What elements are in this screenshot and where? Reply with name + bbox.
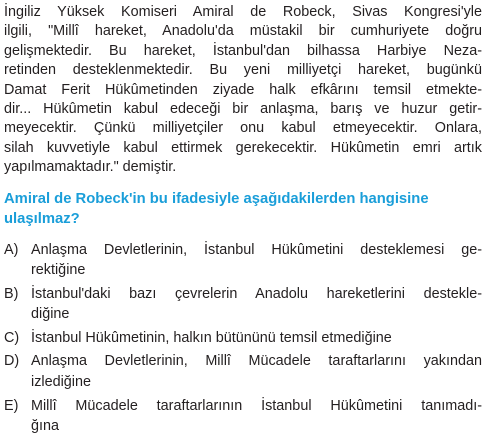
- question-page: [4, 0, 482, 440]
- passage-line: ilgili, "Millî hareket, Anadolu'da müstakil bir cumhuriyete doğru: [4, 23, 482, 40]
- option-text-line: İstanbul Hükûmetinin, halkın bütününü temsil etmediğine: [31, 329, 392, 346]
- passage-line: meyecektir. Çünkü milliyetçiler onu kabul etmeyecektir. Onlara,: [4, 120, 482, 137]
- option-text-line: Anlaşma Devletlerinin, İstanbul Hükûmetini desteklemesi ge-: [31, 241, 482, 258]
- passage-line: dir... Hükûmetin kabul edeceği bir anlaşma, barış ve huzur getir-: [4, 100, 482, 117]
- option-letter: C): [4, 329, 20, 346]
- question-line: ulaşılmaz?: [4, 210, 80, 227]
- option-text-line: İstanbul'daki bazı çevrelerin Anadolu hareketlerini destekle-: [31, 285, 482, 302]
- option-letter: E): [4, 397, 19, 414]
- passage-line: retinden desteklenmektedir. Bu yeni milliyetçi hareket, bugünkü: [4, 62, 482, 79]
- question-stem: [4, 189, 482, 229]
- option-letter: A): [4, 241, 19, 258]
- option-c[interactable]: [4, 328, 482, 349]
- option-text-line: Millî Mücadele taraftarlarının İstanbul Hükûmetini tanımadı-: [31, 397, 482, 414]
- passage-line: Damat Ferit Hükûmetinden ziyade halk efkârını temsil etmekte-: [4, 81, 482, 98]
- question-line: Amiral de Robeck'in bu ifadesiyle aşağıdakilerden hangisine: [4, 190, 429, 207]
- option-b[interactable]: [4, 284, 482, 325]
- option-text-line: diğine: [31, 306, 70, 323]
- option-text-line: rektiğine: [31, 262, 86, 279]
- passage-line: yapılmamaktadır." demiştir.: [4, 159, 177, 176]
- passage-line: İngiliz Yüksek Komiseri Amiral de Robeck, Sivas Kongresi'yle: [4, 4, 482, 20]
- option-letter: D): [4, 353, 20, 370]
- option-e[interactable]: [4, 396, 482, 437]
- passage-line: gelişmektedir. Bu hareket, İstanbul'dan bilhassa Harbiye Neza-: [4, 42, 482, 59]
- option-letter: B): [4, 285, 19, 302]
- option-a[interactable]: [4, 240, 482, 281]
- answer-options: [4, 240, 482, 437]
- option-d[interactable]: [4, 351, 482, 392]
- passage-text: [4, 0, 482, 178]
- option-text-line: Anlaşma Devletlerinin, Millî Mücadele taraftarlarını yakından: [31, 353, 482, 370]
- option-text-line: izlediğine: [31, 374, 92, 391]
- passage-line: silah kuvvetiyle kabul ettirmek gerekecektir. Hükûmetin emri artık: [4, 139, 482, 156]
- option-text-line: ğına: [31, 418, 60, 435]
